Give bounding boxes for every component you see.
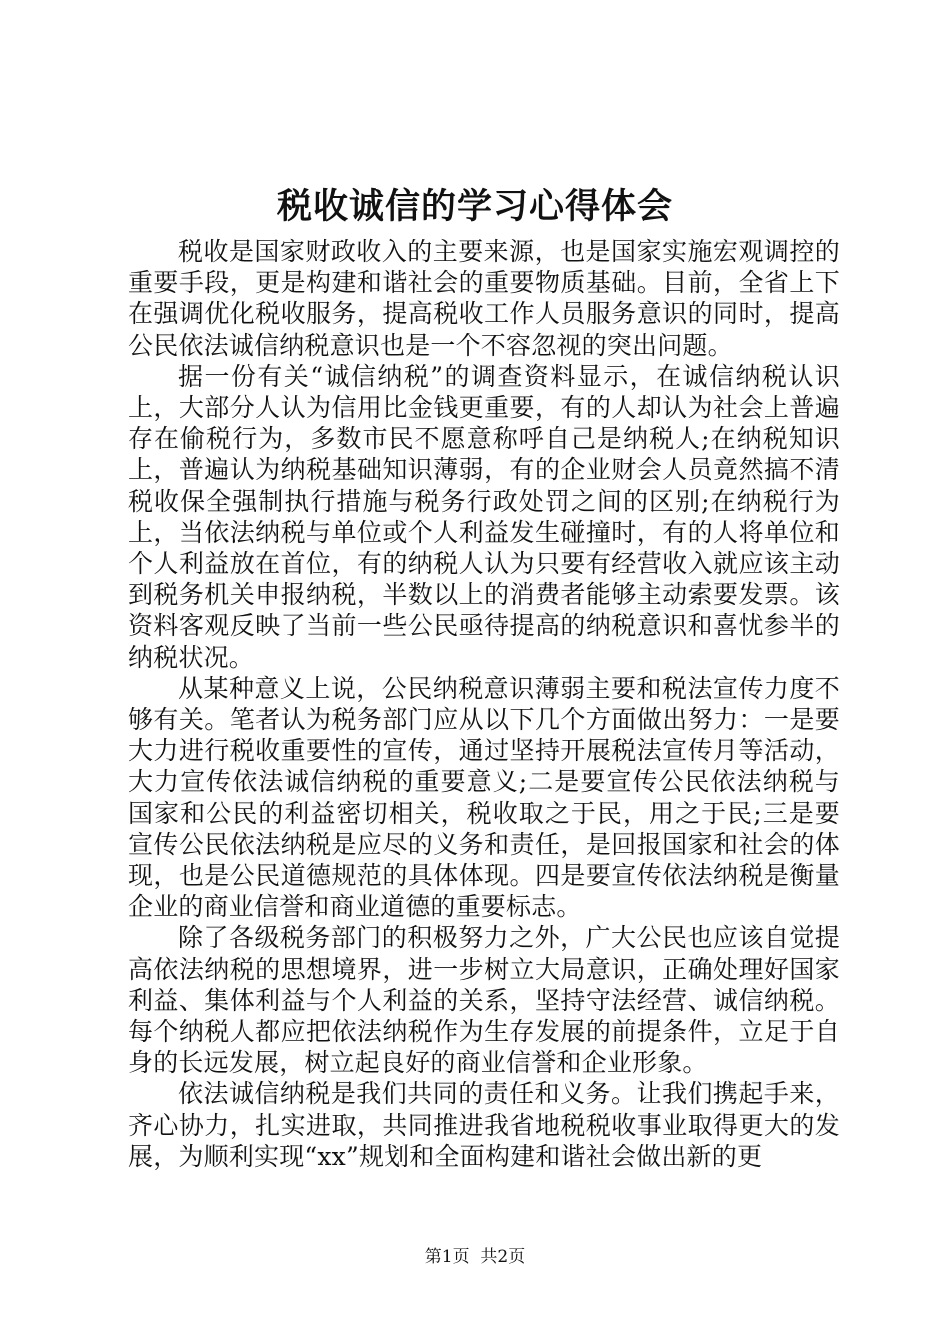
page-footer (0, 1245, 950, 1269)
paragraph-2: 据一份有关“诚信纳税”的调查资料显示，在诚信纳税认识上，大部分人认为信用比金钱更重要，有的人却认为社会上普遍存在偷税行为，多数市民不愿意称呼自己是纳税人;在纳税知识上，普遍认为纳税基础知识薄弱，有的企业财会人员竟然搞不清税收保全强制执行措施与税务行政处罚之间的区别;在纳税行为上，当依法纳税与单位或个人利益发生碰撞时，有的人将单位和个人利益放在首位，有的纳税人认为只要有经营收入就应该主动到税务机关申报纳税，半数以上的消费者能够主动索要发票。该资料客观反映了当前一些公民亟待提高的纳税意识和喜忧参半的纳税状况。 (128, 361, 840, 672)
page-number-label: 第1页 共2页 (424, 1247, 526, 1267)
paragraph-3: 从某种意义上说，公民纳税意识薄弱主要和税法宣传力度不够有关。笔者认为税务部门应从以下几个方面做出努力：一是要大力进行税收重要性的宣传，通过坚持开展税法宣传月等活动，大力宣传依法诚信纳税的重要意义;二是要宣传公民依法纳税与国家和公民的利益密切相关，税收取之于民，用之于民;三是要宣传公民依法纳税是应尽的义务和责任，是回报国家和社会的体现，也是公民道德规范的具体体现。四是要宣传依法纳税是衡量企业的商业信誉和商业道德的重要标志。 (128, 673, 840, 922)
document-title: 税收诚信的学习心得体会 (276, 186, 673, 227)
paragraph-1: 税收是国家财政收入的主要来源，也是国家实施宏观调控的重要手段，更是构建和谐社会的重要物质基础。目前，全省上下在强调优化税收服务，提高税收工作人员服务意识的同时，提高公民依法诚信纳税意识也是一个不容忽视的突出问题。 (128, 237, 840, 360)
document-body (128, 236, 840, 1172)
paragraph-5: 依法诚信纳税是我们共同的责任和义务。让我们携起手来，齐心协力，扎实进取，共同推进我省地税税收事业取得更大的发展，为顺利实现“xx”规划和全面构建和谐社会做出新的更 (128, 1079, 840, 1171)
paragraph-4: 除了各级税务部门的积极努力之外，广大公民也应该自觉提高依法纳税的思想境界，进一步树立大局意识，正确处理好国家利益、集体利益与个人利益的关系，坚持守法经营、诚信纳税。每个纳税人都应把依法纳税作为生存发展的前提条件，立足于自身的长远发展，树立起良好的商业信誉和企业形象。 (128, 923, 840, 1078)
